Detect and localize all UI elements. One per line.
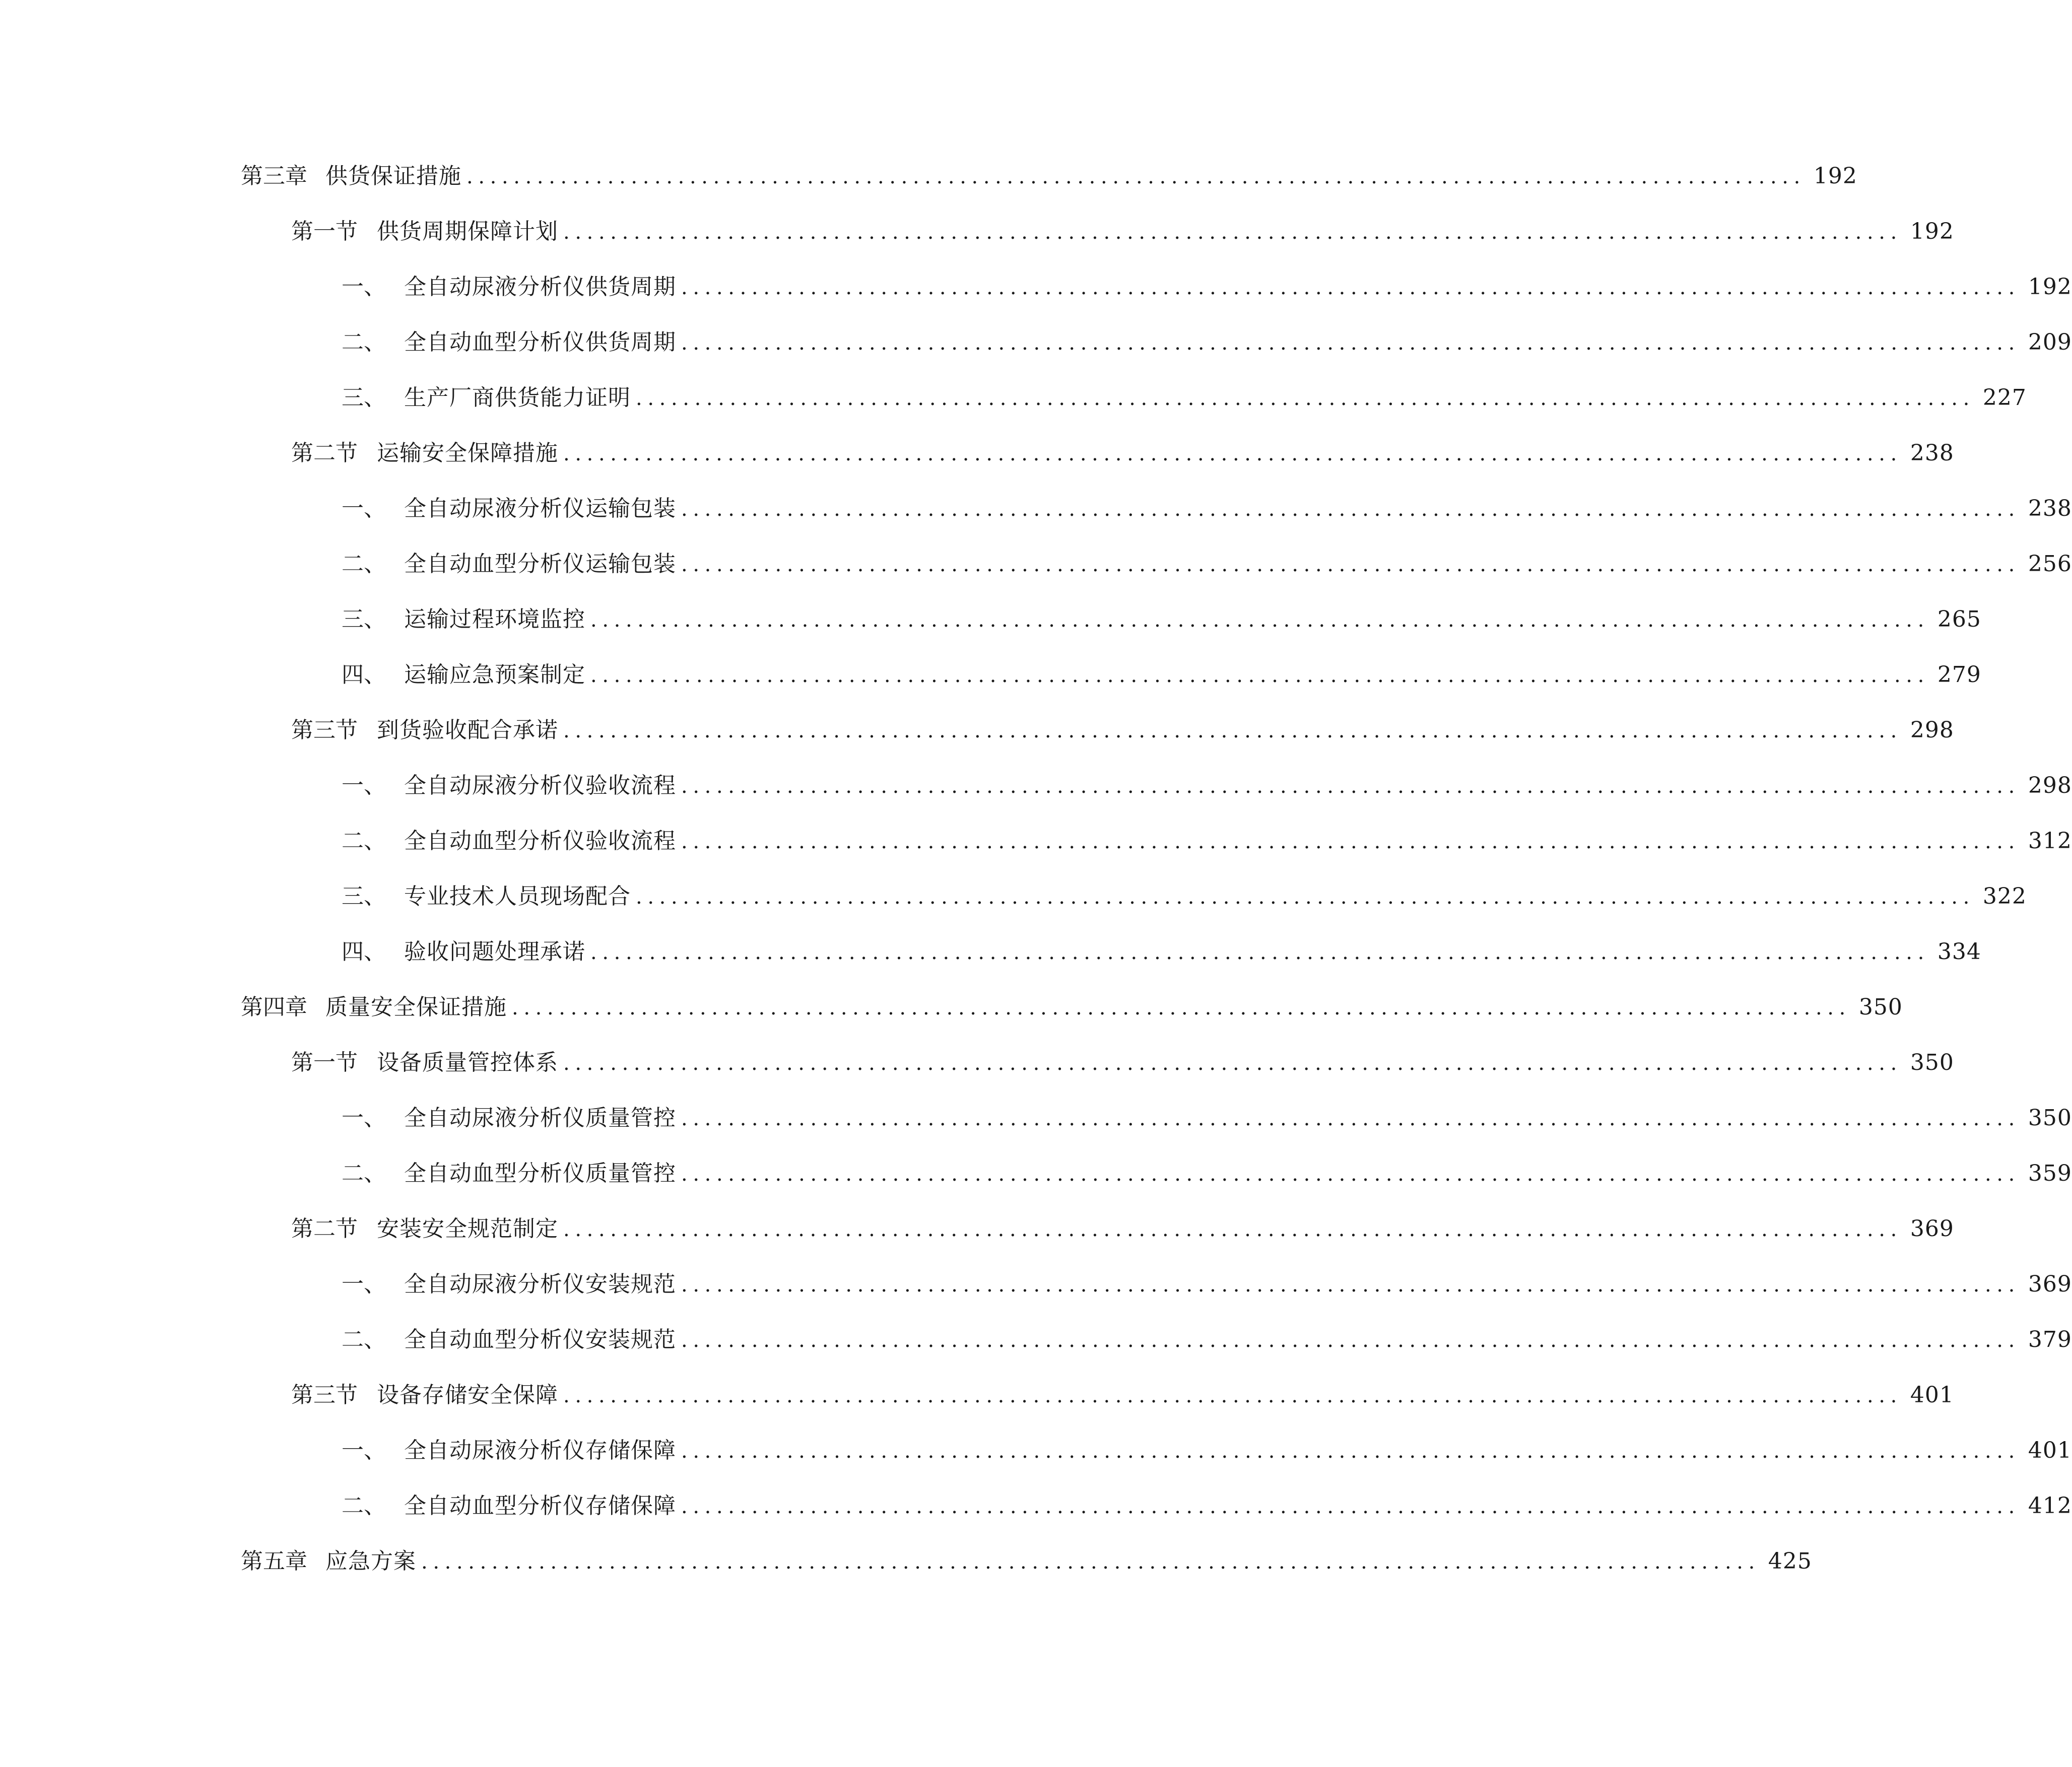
toc-entry-subsection[interactable] <box>342 325 2072 360</box>
dot-leader: .................................................................................................................. <box>590 664 1929 687</box>
entry-page-number: 192 <box>1813 163 1857 189</box>
entry-number: 一、 <box>342 1438 386 1463</box>
toc-entry-subsection[interactable] <box>342 879 2027 914</box>
toc-entry-subsection[interactable] <box>342 380 2027 416</box>
entry-page-number: 265 <box>1937 606 1981 632</box>
entry-number: 一、 <box>342 1271 386 1297</box>
dot-leader: .................................................................................................................. <box>563 1052 1902 1075</box>
entry-number: 三、 <box>342 606 386 632</box>
entry-title: 安装安全规范制定 <box>377 1216 558 1242</box>
toc-entry-section[interactable] <box>291 214 1954 249</box>
entry-title: 设备存储安全保障 <box>377 1382 558 1408</box>
dot-leader: .................................................................................................................. <box>421 1550 1760 1574</box>
entry-title: 到货验收配合承诺 <box>377 717 558 743</box>
dot-leader: .................................................................................................................. <box>681 1163 2020 1186</box>
toc-entry-chapter[interactable] <box>241 1544 1812 1579</box>
dot-leader: .................................................................................................................. <box>636 387 1975 410</box>
entry-number: 第一节 <box>291 219 358 244</box>
dot-leader: .................................................................................................................. <box>681 331 2020 355</box>
entry-title: 全自动血型分析仪安装规范 <box>404 1327 676 1352</box>
toc-entry-section[interactable] <box>291 1211 1954 1247</box>
entry-page-number: 322 <box>1982 883 2027 909</box>
entry-number: 二、 <box>342 1161 386 1186</box>
entry-number: 第二节 <box>291 440 358 466</box>
entry-number: 第一节 <box>291 1050 358 1075</box>
entry-title: 全自动血型分析仪供货周期 <box>404 329 676 355</box>
entry-page-number: 279 <box>1937 662 1981 688</box>
entry-page-number: 312 <box>2028 828 2072 854</box>
entry-number: 一、 <box>342 496 386 521</box>
entry-title: 全自动血型分析仪验收流程 <box>404 828 676 854</box>
toc-entry-subsection[interactable] <box>342 491 2072 526</box>
entry-title: 全自动尿液分析仪运输包装 <box>404 496 676 521</box>
toc-entry-subsection[interactable] <box>342 1322 2072 1357</box>
entry-number: 三、 <box>342 385 386 411</box>
dot-leader: .................................................................................................................. <box>681 830 2020 853</box>
dot-leader: .................................................................................................................. <box>563 1218 1902 1241</box>
entry-number: 第四章 <box>241 994 307 1020</box>
entry-page-number: 227 <box>1982 385 2027 411</box>
dot-leader: .................................................................................................................. <box>563 442 1902 465</box>
entry-title: 质量安全保证措施 <box>325 994 507 1020</box>
toc-entry-subsection[interactable] <box>342 768 2072 803</box>
entry-number: 第三节 <box>291 1382 358 1408</box>
entry-page-number: 334 <box>1937 939 1981 965</box>
entry-title: 全自动尿液分析仪验收流程 <box>404 773 676 798</box>
entry-number: 第二节 <box>291 1216 358 1242</box>
dot-leader: .................................................................................................................. <box>590 941 1929 964</box>
entry-page-number: 401 <box>2028 1438 2072 1463</box>
entry-page-number: 350 <box>1910 1050 1954 1075</box>
dot-leader: .................................................................................................................. <box>681 1440 2020 1463</box>
dot-leader: .................................................................................................................. <box>681 1273 2020 1297</box>
entry-number: 三、 <box>342 883 386 909</box>
entry-title: 运输安全保障措施 <box>377 440 558 466</box>
entry-title: 设备质量管控体系 <box>377 1050 558 1075</box>
toc-entry-subsection[interactable] <box>342 1156 2072 1191</box>
entry-title: 运输应急预案制定 <box>404 662 585 688</box>
toc-entry-subsection[interactable] <box>342 824 2072 859</box>
dot-leader: .................................................................................................................. <box>681 1495 2020 1518</box>
toc-entry-subsection[interactable] <box>342 657 1981 693</box>
entry-number: 二、 <box>342 828 386 854</box>
dot-leader: .................................................................................................................. <box>681 498 2020 521</box>
entry-title: 供货周期保障计划 <box>377 219 558 244</box>
entry-number: 一、 <box>342 1105 386 1131</box>
toc-entry-subsection[interactable] <box>342 934 1981 970</box>
entry-number: 第三节 <box>291 717 358 743</box>
entry-number: 二、 <box>342 551 386 577</box>
entry-number: 第五章 <box>241 1548 307 1574</box>
toc-entry-section[interactable] <box>291 1045 1954 1080</box>
dot-leader: .................................................................................................................. <box>512 996 1851 1020</box>
toc-entry-chapter[interactable] <box>241 990 1903 1025</box>
entry-title: 全自动尿液分析仪质量管控 <box>404 1105 676 1131</box>
dot-leader: .................................................................................................................. <box>636 886 1975 909</box>
dot-leader: .................................................................................................................. <box>681 1329 2020 1352</box>
entry-title: 全自动尿液分析仪存储保障 <box>404 1438 676 1463</box>
toc-entry-subsection[interactable] <box>342 1101 2072 1136</box>
entry-page-number: 379 <box>2028 1327 2072 1352</box>
toc-entry-chapter[interactable] <box>241 159 1857 194</box>
toc-entry-subsection[interactable] <box>342 1488 2072 1524</box>
toc-entry-subsection[interactable] <box>342 1267 2072 1302</box>
dot-leader: .................................................................................................................. <box>681 276 2020 299</box>
entry-title: 生产厂商供货能力证明 <box>404 385 631 411</box>
entry-title: 全自动尿液分析仪安装规范 <box>404 1271 676 1297</box>
entry-number: 四、 <box>342 662 386 688</box>
dot-leader: .................................................................................................................. <box>681 1107 2020 1130</box>
entry-number: 二、 <box>342 329 386 355</box>
entry-number: 一、 <box>342 773 386 798</box>
entry-title: 全自动血型分析仪存储保障 <box>404 1493 676 1519</box>
entry-page-number: 401 <box>1910 1382 1954 1408</box>
entry-page-number: 412 <box>2028 1493 2072 1519</box>
entry-page-number: 350 <box>1858 994 1903 1020</box>
entry-page-number: 238 <box>1910 440 1954 466</box>
entry-page-number: 238 <box>2028 496 2072 521</box>
entry-title: 全自动血型分析仪质量管控 <box>404 1161 676 1186</box>
toc-entry-subsection[interactable] <box>342 547 2072 582</box>
toc-entry-section[interactable] <box>291 436 1954 471</box>
entry-title: 运输过程环境监控 <box>404 606 585 632</box>
entry-page-number: 209 <box>2028 329 2072 355</box>
entry-page-number: 256 <box>2028 551 2072 577</box>
entry-page-number: 369 <box>1910 1216 1954 1242</box>
entry-page-number: 192 <box>1910 219 1954 244</box>
entry-title: 专业技术人员现场配合 <box>404 883 631 909</box>
toc-entry-subsection[interactable] <box>342 602 1981 637</box>
dot-leader: .................................................................................................................. <box>563 221 1902 244</box>
entry-page-number: 192 <box>2028 274 2072 300</box>
entry-page-number: 425 <box>1768 1548 1812 1574</box>
toc-entry-section[interactable] <box>291 1378 1954 1413</box>
entry-number: 二、 <box>342 1327 386 1352</box>
dot-leader: .................................................................................................................. <box>466 165 1806 188</box>
dot-leader: .................................................................................................................. <box>563 1384 1902 1407</box>
entry-page-number: 350 <box>2028 1105 2072 1131</box>
entry-number: 四、 <box>342 939 386 965</box>
toc-entry-subsection[interactable] <box>342 1433 2072 1468</box>
dot-leader: .................................................................................................................. <box>563 719 1902 742</box>
toc-entry-section[interactable] <box>291 713 1954 748</box>
entry-page-number: 359 <box>2028 1161 2072 1186</box>
dot-leader: .................................................................................................................. <box>681 553 2020 576</box>
entry-title: 应急方案 <box>325 1548 416 1574</box>
toc-entry-subsection[interactable] <box>342 269 2072 305</box>
entry-page-number: 298 <box>2028 773 2072 798</box>
entry-number: 二、 <box>342 1493 386 1519</box>
entry-title: 全自动血型分析仪运输包装 <box>404 551 676 577</box>
entry-page-number: 369 <box>2028 1271 2072 1297</box>
entry-title: 全自动尿液分析仪供货周期 <box>404 274 676 300</box>
entry-number: 第三章 <box>241 163 307 189</box>
entry-page-number: 298 <box>1910 717 1954 743</box>
entry-title: 验收问题处理承诺 <box>404 939 585 965</box>
dot-leader: .................................................................................................................. <box>590 608 1929 632</box>
dot-leader: .................................................................................................................. <box>681 775 2020 798</box>
entry-title: 供货保证措施 <box>325 163 461 189</box>
entry-number: 一、 <box>342 274 386 300</box>
